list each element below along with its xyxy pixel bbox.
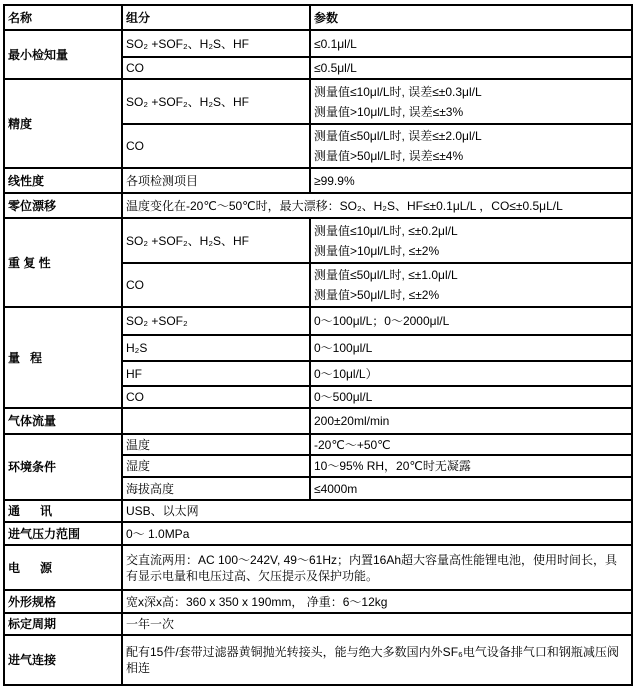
parameter-line: 测量值>50μl/L时, ≤±2% (314, 288, 440, 302)
header-name: 名称 (4, 5, 122, 30)
row-label-inlet-pressure: 进气压力范围 (4, 522, 122, 545)
header-parameter: 参数 (310, 5, 632, 30)
parameter-cell: -20℃～+50℃ (310, 434, 632, 455)
table-row (4, 613, 632, 635)
table-row (4, 434, 632, 455)
table-row (4, 545, 632, 590)
row-label-calibration-cycle: 标定周期 (4, 613, 122, 635)
component-cell: SO₂ +SOF₂、H₂S、HF (122, 218, 310, 263)
parameter-cell (310, 263, 632, 307)
parameter-cell: ≤4000m (310, 477, 632, 500)
row-label-dimensions: 外形规格 (4, 590, 122, 613)
table-row (4, 168, 632, 193)
merged-parameter-cell: 温度变化在-20℃～50℃时，最大漂移：SO₂、H₂S、HF≤±0.1μL/L ，CO≤±0.5μL/L (122, 193, 632, 218)
merged-parameter-cell: 配有15件/套带过滤器黄铜抛光转接头，能与绝大多数国内外SF₆电气设备排气口和钢瓶减压阀相连 (122, 635, 632, 685)
row-label-inlet-connection: 进气连接 (4, 635, 122, 685)
component-cell: 温度 (122, 434, 310, 455)
component-cell: CO (122, 263, 310, 307)
row-label-range: 量 程 (4, 307, 122, 408)
row-label-zero-drift: 零位漂移 (4, 193, 122, 218)
parameter-line: 测量值≤50μl/L时, ≤±1.0μl/L (314, 268, 458, 282)
parameter-cell (310, 79, 632, 124)
parameter-cell (310, 218, 632, 263)
table-row (4, 522, 632, 545)
table-row (4, 307, 632, 335)
parameter-cell: 10～95% RH，20℃时无凝露 (310, 455, 632, 477)
parameter-cell: 0～100μl/L；0～2000μl/L (310, 307, 632, 335)
merged-parameter-cell: 0～ 1.0MPa (122, 522, 632, 545)
component-cell: SO₂ +SOF₂ (122, 307, 310, 335)
parameter-line: 测量值>50μl/L时, 误差≤±4% (314, 149, 464, 163)
table-row (4, 408, 632, 434)
row-label-min-detect: 最小检知量 (4, 30, 122, 79)
parameter-line: 测量值≤50μl/L时, 误差≤±2.0μl/L (314, 129, 482, 143)
parameter-line: 测量值≤10μl/L时, ≤±0.2μl/L (314, 223, 458, 238)
component-cell: HF (122, 361, 310, 386)
row-label-gas-flow: 气体流量 (4, 408, 122, 434)
component-cell: 湿度 (122, 455, 310, 477)
component-cell: CO (122, 57, 310, 79)
component-cell: CO (122, 386, 310, 408)
component-cell: CO (122, 124, 310, 168)
merged-parameter-cell: 一年一次 (122, 613, 632, 635)
table-row (4, 500, 632, 522)
component-cell: SO₂ +SOF₂、H₂S、HF (122, 79, 310, 124)
row-label-linearity: 线性度 (4, 168, 122, 193)
table-row (4, 218, 632, 263)
merged-parameter-cell: 交直流两用：AC 100～242V, 49～61Hz；内置16Ah超大容量高性能锂电池，使用时间长，具有显示电量和电压过高、欠压提示及保护功能。 (122, 545, 632, 590)
spec-table (3, 4, 633, 686)
parameter-line: 测量值>10μl/L时, ≤±2% (314, 243, 440, 258)
parameter-cell: ≤0.5μl/L (310, 57, 632, 79)
parameter-cell: 0～500μl/L (310, 386, 632, 408)
parameter-cell: ≥99.9% (310, 168, 632, 193)
row-label-communication: 通 讯 (4, 500, 122, 522)
parameter-cell: 0～100μl/L (310, 335, 632, 361)
row-label-repeatability: 重 复 性 (4, 218, 122, 307)
table-row (4, 30, 632, 57)
parameter-line: 测量值>10μl/L时, 误差≤±3% (314, 104, 464, 119)
parameter-cell: 0～10μl/L） (310, 361, 632, 386)
parameter-line: 测量值≤10μl/L时, 误差≤±0.3μl/L (314, 84, 482, 99)
parameter-cell: 200±20ml/min (310, 408, 632, 434)
row-label-power: 电 源 (4, 545, 122, 590)
table-row (4, 193, 632, 218)
table-row (4, 590, 632, 613)
table-row (4, 635, 632, 685)
table-row (4, 79, 632, 124)
component-cell: 各项检测项目 (122, 168, 310, 193)
component-cell (122, 408, 310, 434)
header-component: 组分 (122, 5, 310, 30)
row-label-accuracy: 精度 (4, 79, 122, 168)
component-cell: H₂S (122, 335, 310, 361)
row-label-environment: 环境条件 (4, 434, 122, 500)
parameter-cell (310, 124, 632, 168)
merged-parameter-cell: 宽x深x高：360 x 350 x 190mm， 净重：6～12kg (122, 590, 632, 613)
component-cell: SO₂ +SOF₂、H₂S、HF (122, 30, 310, 57)
header-row (4, 5, 632, 30)
parameter-cell: ≤0.1μl/L (310, 30, 632, 57)
merged-parameter-cell: USB、以太网 (122, 500, 632, 522)
component-cell: 海拔高度 (122, 477, 310, 500)
